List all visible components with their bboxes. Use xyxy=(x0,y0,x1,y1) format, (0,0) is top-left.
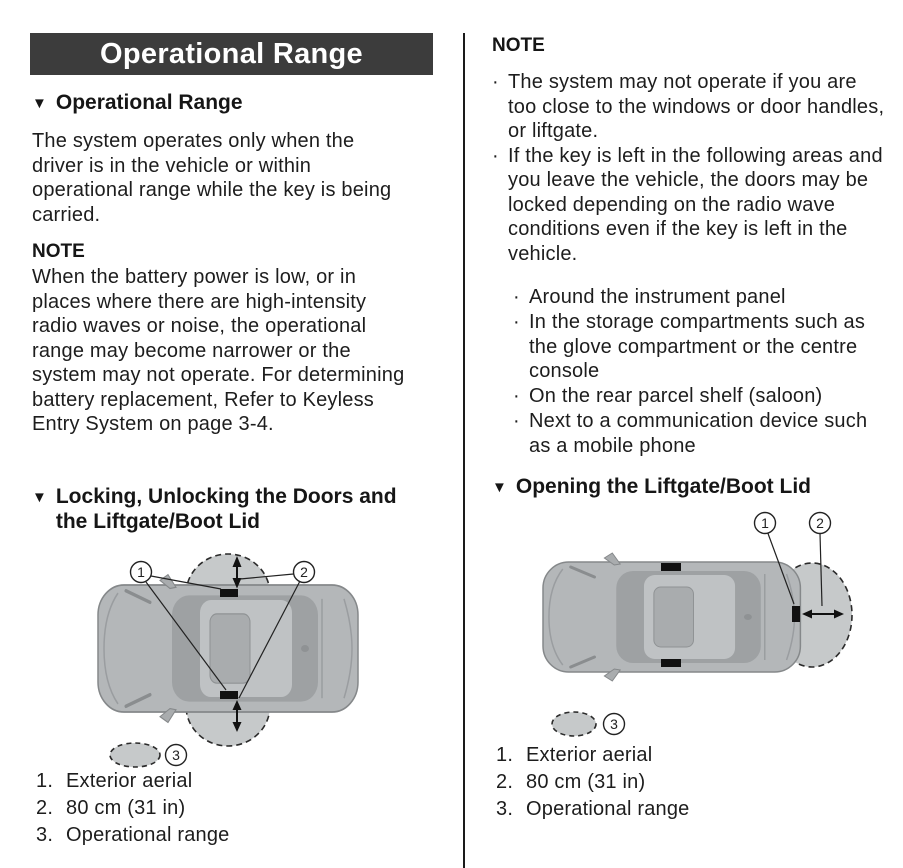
list-number: 2. xyxy=(496,771,514,793)
page-title: Operational Range xyxy=(100,37,363,70)
bullet-dot: · xyxy=(492,71,499,93)
list-item xyxy=(36,768,416,795)
locking-range-diagram xyxy=(60,543,460,778)
heading-locking-unlocking xyxy=(32,484,452,534)
sub-bullet-text: On the rear parcel shelf (saloon) xyxy=(529,385,823,408)
list-text: Exterior aerial xyxy=(66,770,193,792)
heading-operational-range xyxy=(32,90,442,117)
section-marker-icon: ▼ xyxy=(32,489,47,506)
list-number: 3. xyxy=(36,824,54,846)
heading-opening-liftgate xyxy=(492,474,892,501)
list-item xyxy=(496,769,876,796)
note-paragraph-left: When the battery power is low, or in places where there are high-intensity radio waves or noise, the operational range may become narrower or the system may not operate. For determining battery replacement, Refer to Keyless Entry System on page 3-4. xyxy=(32,266,405,435)
list-number: 3. xyxy=(496,798,514,820)
list-text: 80 cm (31 in) xyxy=(66,797,186,819)
list-item xyxy=(496,742,876,769)
page-title-banner xyxy=(30,33,433,75)
sub-bullet-text: Around the instrument panel xyxy=(529,286,786,308)
sub-bullet-item xyxy=(513,409,890,459)
bullet-text: If the key is left in the following areas and you leave the vehicle, the doors may be locked depending on the radio wave conditions even if the key is left in the vehicle. xyxy=(508,144,883,265)
liftgate-range-diagram xyxy=(480,505,900,740)
bullet-text: The system may not operate if you are too close to the windows or door handles, or liftgate. xyxy=(508,71,885,142)
bullet-dot: · xyxy=(492,144,499,167)
section-marker-icon: ▼ xyxy=(492,479,507,496)
list-text: Operational range xyxy=(66,824,230,846)
svg-text:1: 1 xyxy=(761,515,769,531)
list-text: 80 cm (31 in) xyxy=(526,771,646,793)
sub-bullet-item xyxy=(513,310,890,384)
legend-list-left xyxy=(36,768,416,849)
note-label-left: NOTE xyxy=(32,241,85,262)
bullet-item xyxy=(492,144,890,267)
svg-text:1: 1 xyxy=(137,564,145,580)
callout-1 xyxy=(755,513,776,534)
callout-3: 3 xyxy=(610,716,618,732)
sub-bullet-text: Next to a communication device such as a mobile phone xyxy=(529,409,868,457)
heading-locking-unlocking-label: Locking, Unlocking the Doors and the Liftgate/Boot Lid xyxy=(55,485,397,533)
list-item xyxy=(36,795,416,822)
heading-opening-liftgate-label: Opening the Liftgate/Boot Lid xyxy=(515,475,811,498)
heading-operational-range-label: Operational Range xyxy=(55,91,243,114)
svg-text:2: 2 xyxy=(300,564,308,580)
list-number: 1. xyxy=(36,770,54,792)
bullet-dot: · xyxy=(513,409,520,432)
callout-2 xyxy=(294,562,315,583)
list-item xyxy=(36,822,416,849)
note-sub-bullets xyxy=(513,285,890,459)
callout-2 xyxy=(810,513,831,534)
list-number: 1. xyxy=(496,744,514,766)
list-item xyxy=(496,796,876,823)
bullet-dot: · xyxy=(513,310,520,333)
range-legend-swatch xyxy=(110,743,187,767)
sub-bullet-text: In the storage compartments such as the glove compartment or the centre console xyxy=(529,310,866,383)
intro-paragraph: The system operates only when the driver is in the vehicle or within operational range while the key is being carried. xyxy=(32,130,392,226)
note-bullets xyxy=(492,70,890,266)
column-divider xyxy=(463,33,465,868)
callout-1 xyxy=(131,562,152,583)
svg-text:2: 2 xyxy=(816,515,824,531)
bullet-item xyxy=(492,70,890,144)
note-label-right: NOTE xyxy=(492,35,545,56)
legend-list-right xyxy=(496,742,876,823)
sub-bullet-item xyxy=(513,285,890,310)
bullet-dot: · xyxy=(513,385,520,408)
list-text: Exterior aerial xyxy=(526,744,653,766)
rear-aerial-marker xyxy=(792,606,800,622)
bullet-dot: · xyxy=(513,286,520,308)
section-marker-icon: ▼ xyxy=(32,95,47,112)
sub-bullet-item xyxy=(513,384,890,409)
list-number: 2. xyxy=(36,797,54,819)
range-legend-swatch xyxy=(552,712,625,736)
list-text: Operational range xyxy=(526,798,690,820)
callout-3: 3 xyxy=(172,747,180,763)
